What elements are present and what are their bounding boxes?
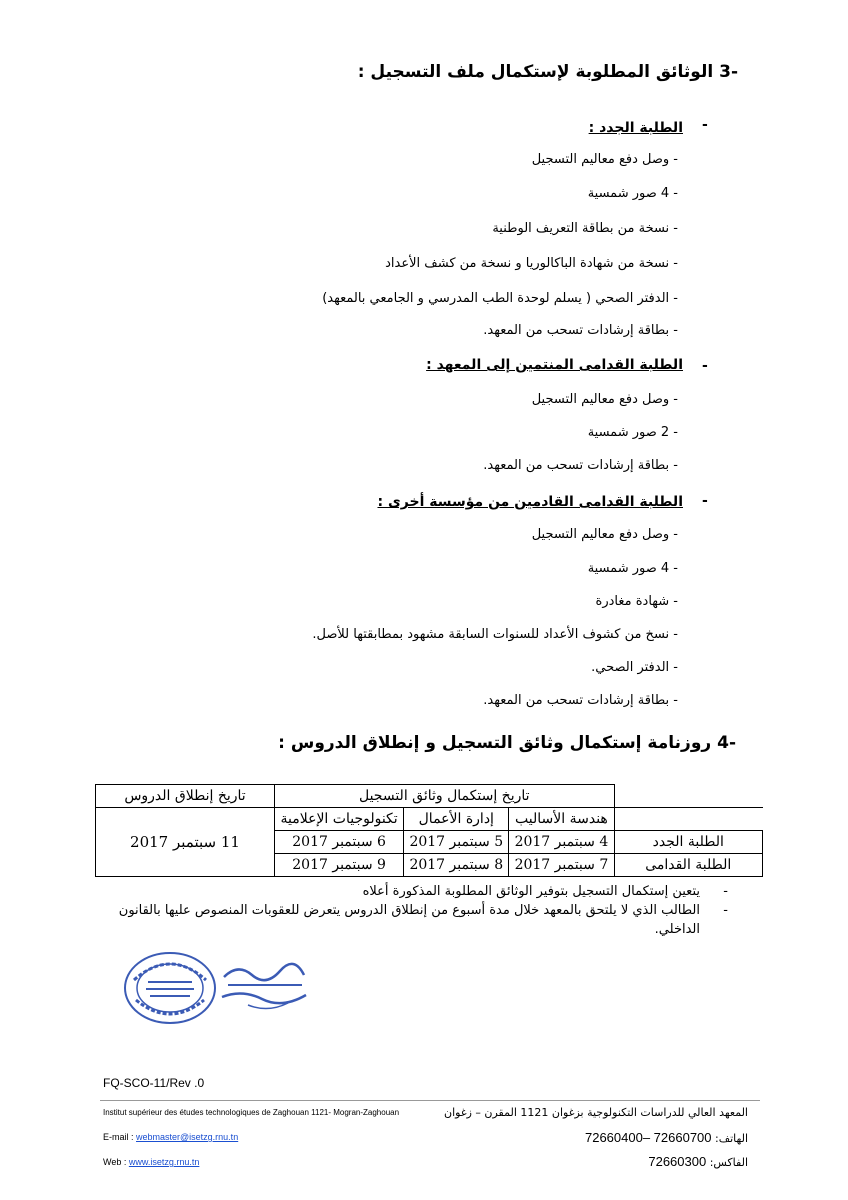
list-item: - نسخة من شهادة الباكالوريا و نسخة من كشف الأعداد: [385, 256, 678, 271]
footer-divider: [100, 1100, 760, 1101]
web-label: Web :: [103, 1157, 129, 1167]
date-cell: 9 سبتمبر 2017: [275, 854, 404, 877]
phone-number: 72660700 –72660400: [584, 1130, 712, 1145]
note-bullet: -: [723, 884, 728, 899]
list-item: - شهادة مغادرة: [595, 594, 678, 609]
list-item: - بطاقة إرشادات تسحب من المعهد.: [483, 458, 678, 473]
note-item: [108, 901, 728, 939]
group-bullet: -: [702, 493, 708, 509]
date-cell: 7 سبتمبر 2017: [509, 854, 614, 877]
section-3-number: -3: [719, 62, 738, 82]
date-cell: 4 سبتمبر 2017: [509, 831, 614, 854]
email-line: [103, 1132, 238, 1142]
phone-line: [585, 1130, 748, 1145]
document-reference: FQ-SCO-11/Rev .0: [103, 1076, 205, 1090]
group-title-new-students: الطلبة الجدد :: [588, 120, 683, 136]
institute-name-ar: المعهد العالي للدراسات التكنولوجية بزغوان 1121 المقرن – زغوان: [444, 1106, 748, 1119]
list-item: - 4 صور شمسية: [587, 561, 678, 576]
fax-number: 72660300: [648, 1154, 707, 1169]
start-date-cell: 11 سبتمبر 2017: [96, 808, 275, 877]
fax-line: [648, 1154, 748, 1169]
section-3-title: الوثائق المطلوبة لإستكمال ملف التسجيل :: [357, 62, 714, 82]
group-bullet: -: [702, 117, 708, 133]
list-item: - بطاقة إرشادات تسحب من المعهد.: [483, 693, 678, 708]
header-completion-date: تاريخ إستكمال وثائق التسجيل: [275, 785, 615, 808]
institute-name-fr: Institut supérieur des études technologiques de Zaghouan 1121- Mogran-Zaghouan: [103, 1108, 400, 1117]
note-text: الطالب الذي لا يلتحق بالمعهد خلال مدة أسبوع من إنطلاق الدروس يتعرض للعقوبات المنصوص عليها بالقانون الداخلي.: [118, 903, 700, 937]
table-departments-row: [96, 808, 763, 831]
list-item: - وصل دفع معاليم التسجيل: [531, 392, 678, 407]
section-4-heading: [278, 733, 736, 753]
list-item: - وصل دفع معاليم التسجيل: [531, 527, 678, 542]
section-3-heading: [358, 62, 738, 82]
department-cell: تكنولوجيات الإعلامية: [275, 808, 404, 831]
note-text: يتعين إستكمال التسجيل بتوفير الوثائق المطلوبة المذكورة أعلاه: [362, 884, 700, 899]
registration-calendar-table: [95, 784, 763, 877]
group-bullet: -: [702, 358, 708, 374]
official-stamp: [122, 950, 218, 1026]
list-item: - الدفتر الصحي.: [591, 660, 678, 675]
table-empty-cell: [614, 785, 763, 808]
header-start-date: تاريخ إنطلاق الدروس: [96, 785, 275, 808]
row-label: الطلبة القدامى: [614, 854, 763, 877]
notes-list: [108, 882, 728, 939]
department-cell: إدارة الأعمال: [404, 808, 509, 831]
date-cell: 6 سبتمبر 2017: [275, 831, 404, 854]
phone-label: الهاتف:: [715, 1132, 748, 1145]
email-label: E-mail :: [103, 1132, 137, 1142]
list-item: - نسخ من كشوف الأعداد للسنوات السابقة مشهود بمطابقتها للأصل.: [312, 627, 678, 642]
list-item: - وصل دفع معاليم التسجيل: [531, 152, 678, 167]
date-cell: 5 سبتمبر 2017: [404, 831, 509, 854]
list-item: - بطاقة إرشادات تسحب من المعهد.: [483, 323, 678, 338]
web-link[interactable]: www.isetzg.rnu.tn: [128, 1157, 200, 1167]
note-bullet: -: [723, 903, 728, 918]
web-line: [103, 1157, 199, 1167]
table-header-row: [96, 785, 763, 808]
list-item: - الدفتر الصحي ( يسلم لوحدة الطب المدرسي و الجامعي بالمعهد): [322, 291, 678, 306]
fax-label: الفاكس:: [709, 1156, 748, 1169]
row-label: الطلبة الجدد: [614, 831, 763, 854]
department-cell: هندسة الأساليب: [509, 808, 614, 831]
email-link[interactable]: webmaster@isetzg.rnu.tn: [136, 1132, 239, 1142]
list-item: - 2 صور شمسية: [587, 425, 678, 440]
section-4-number: -4: [717, 733, 736, 753]
group-title-returning-students: الطلبة القدامى المنتمين إلى المعهد :: [426, 357, 683, 373]
note-item: [108, 882, 728, 901]
list-item: - 4 صور شمسية: [587, 186, 678, 201]
signature-block: [218, 955, 310, 1015]
group-title-transfer-students: الطلبة القدامى القادمين من مؤسسة أخرى :: [377, 494, 683, 510]
date-cell: 8 سبتمبر 2017: [404, 854, 509, 877]
section-4-title: روزنامة إستكمال وثائق التسجيل و إنطلاق الدروس :: [278, 733, 712, 753]
table-empty-cell: [614, 808, 763, 831]
list-item: - نسخة من بطاقة التعريف الوطنية: [492, 221, 678, 236]
